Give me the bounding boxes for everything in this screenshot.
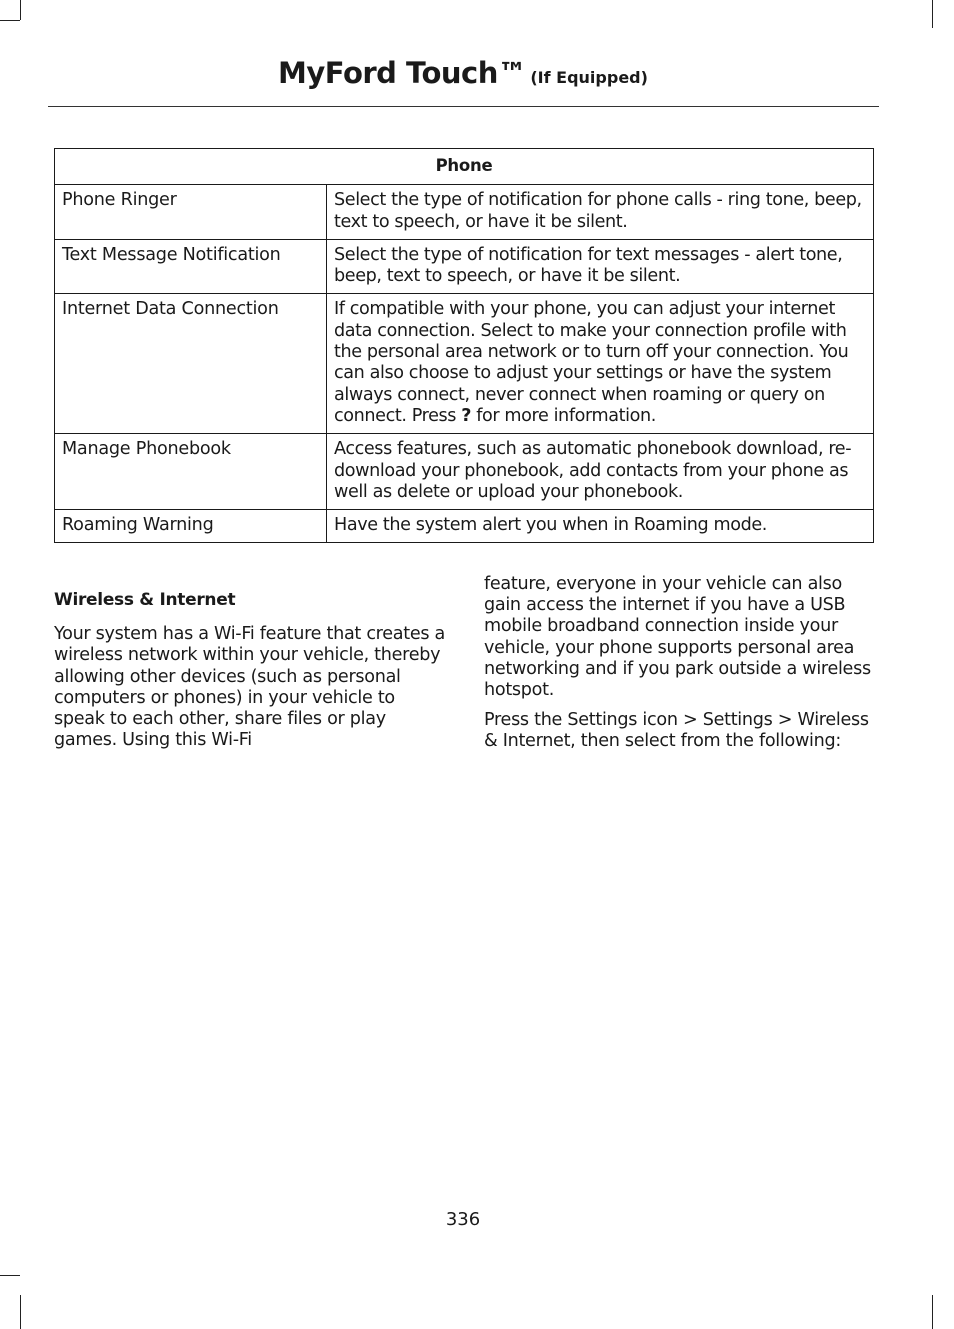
table-row (55, 294, 874, 434)
phone-settings-table (54, 148, 874, 543)
crop-mark (0, 1275, 20, 1276)
table-row (55, 239, 874, 294)
setting-name: Internet Data Connection (55, 294, 327, 434)
page-number: 336 (445, 1209, 481, 1230)
page-title: MyFord Touch™ (278, 56, 527, 90)
table-header-row (55, 149, 874, 185)
table-row (55, 510, 874, 543)
setting-description: Select the type of notification for phone calls - ring tone, beep, text to speech, or have it be silent. (327, 185, 874, 240)
crop-mark (932, 0, 933, 28)
crop-mark (0, 20, 20, 21)
body-paragraph: feature, everyone in your vehicle can also gain access the internet if you have a USB mobile broadband connection inside your vehicle, your phone supports personal area networking and if you park outside a wireless hotspot. (484, 574, 871, 701)
setting-description: Have the system alert you when in Roaming mode. (327, 510, 874, 543)
page-subtitle: (If Equipped) (530, 68, 648, 87)
setting-name: Text Message Notification (55, 239, 327, 294)
setting-description: Select the type of notification for text messages - alert tone, beep, text to speech, or have it be silent. (327, 239, 874, 294)
body-paragraph: Your system has a Wi-Fi feature that creates a wireless network within your vehicle, thereby allowing other devices (such as personal computers or phones) in your vehicle to speak to each other, share files or play games. Using this Wi-Fi (54, 624, 446, 751)
setting-description: Access features, such as automatic phonebook download, re-download your phonebook, add contacts from your phone as well as delete or upload your phonebook. (327, 434, 874, 510)
table-row (55, 434, 874, 510)
table-row (55, 185, 874, 240)
setting-description (327, 294, 874, 434)
crop-mark (932, 1295, 933, 1329)
crop-mark (20, 1295, 21, 1329)
body-paragraph: Press the Settings icon > Settings > Wireless & Internet, then select from the following: (484, 710, 869, 752)
help-icon: ? (461, 405, 472, 426)
right-column (484, 574, 876, 762)
setting-name: Roaming Warning (55, 510, 327, 543)
section-heading: Wireless & Internet (54, 590, 236, 610)
crop-mark (20, 0, 21, 20)
left-column (54, 580, 446, 760)
header-divider (48, 106, 879, 107)
setting-name: Manage Phonebook (55, 434, 327, 510)
table-heading: Phone (55, 149, 874, 185)
setting-name: Phone Ringer (55, 185, 327, 240)
description-text: for more information. (471, 405, 656, 426)
page-header (0, 56, 926, 90)
description-text: If compatible with your phone, you can adjust your internet data connection. Select to make your connection profile with the personal area network or to turn off your connection. You can also choose to adjust your settings or have the system always connect, never connect when roaming or query on connect. Press (334, 299, 849, 426)
